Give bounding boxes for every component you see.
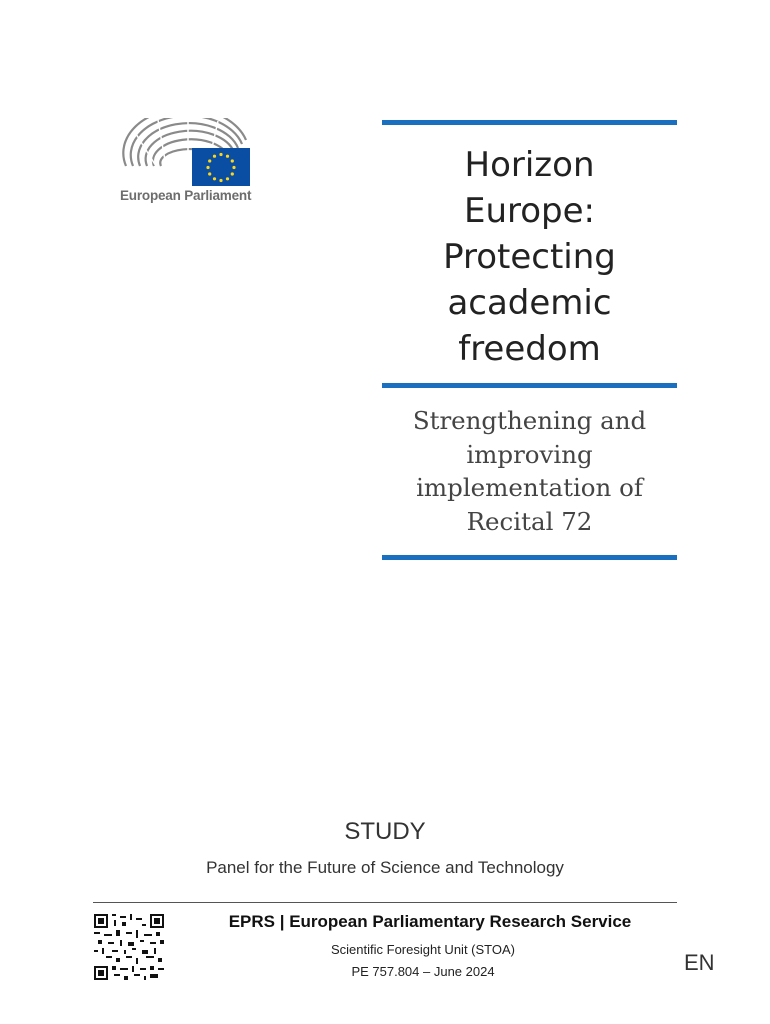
document-subtitle	[382, 404, 677, 538]
title-line: Horizon	[464, 145, 595, 185]
top-rule	[382, 120, 677, 125]
panel-name: Panel for the Future of Science and Technology	[206, 858, 564, 877]
unit-name: Scientific Foresight Unit (STOA)	[331, 942, 515, 957]
eprs-service-name: EPRS | European Parliamentary Research Service	[228, 912, 632, 931]
subtitle-line: implementation of	[416, 473, 643, 502]
subtitle-line: Strengthening and	[412, 406, 647, 435]
subtitle-line: improving	[466, 439, 593, 469]
title-line: Europe:	[463, 191, 596, 231]
title-line: academic	[447, 283, 612, 323]
footer-divider	[93, 902, 677, 903]
hemicycle-icon	[118, 118, 252, 188]
title-line: Protecting	[443, 237, 616, 277]
qr-code-icon	[94, 914, 164, 980]
document-reference: PE 757.804 – June 2024	[351, 964, 495, 979]
language-code: EN	[684, 950, 715, 975]
middle-rule	[382, 383, 677, 388]
bottom-rule	[382, 555, 677, 560]
document-type: STUDY	[344, 818, 426, 845]
subtitle-line: Recital 72	[466, 506, 593, 536]
logo-text: European Parliament	[120, 188, 252, 203]
title-line: freedom	[458, 329, 601, 369]
document-title	[382, 142, 677, 372]
european-parliament-logo	[118, 118, 252, 210]
